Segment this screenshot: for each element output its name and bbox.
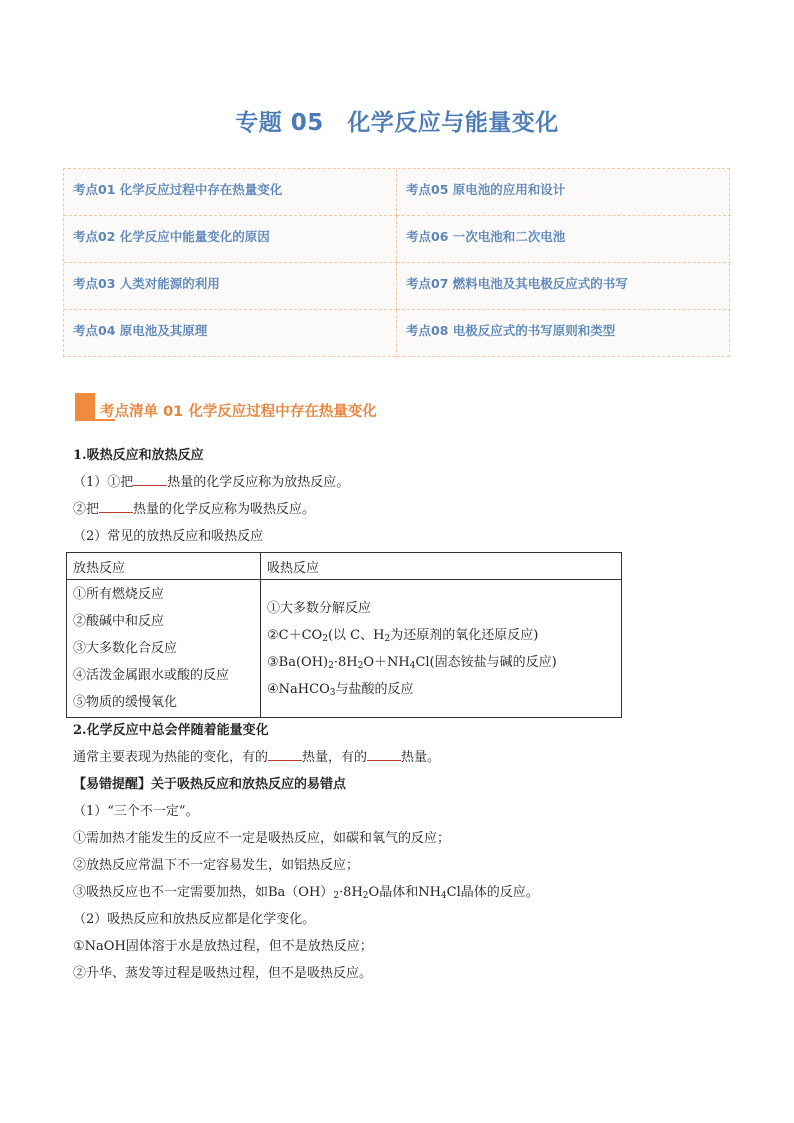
text-fragment: 热量，有的	[302, 750, 368, 765]
text-fragment: 热量的化学反应称为放热反应。	[167, 475, 350, 490]
text-fragment: 热量。	[401, 750, 441, 765]
table-header-endothermic: 吸热反应	[267, 561, 320, 576]
section-header	[75, 390, 475, 430]
text-line: ②放热反应常温下不一定容易发生，如铝热反应；	[73, 858, 360, 873]
subscript: 2	[322, 634, 328, 644]
endo-item	[267, 651, 557, 671]
endo-item: ①大多数分解反应	[267, 601, 372, 616]
text-fragment: 热量的化学反应称为吸热反应。	[133, 502, 316, 517]
text-fragment: (以 C、H	[327, 628, 385, 643]
text-line	[73, 471, 349, 490]
subscript: 4	[440, 891, 447, 901]
page-title: 专题 05 化学反应与能量变化	[235, 110, 559, 136]
section-title	[100, 400, 377, 421]
fill-blank	[367, 749, 401, 761]
text-line: （2）常见的放热反应和吸热反应	[73, 529, 264, 544]
topic-link-07[interactable]: 考点07 燃料电池及其电极反应式的书写	[397, 263, 731, 310]
section-topic: 化学反应过程中存在热量变化	[188, 404, 377, 420]
topic-link-06[interactable]: 考点06 一次电池和二次电池	[397, 216, 731, 263]
subscript: 2	[384, 634, 391, 644]
fill-blank	[99, 501, 133, 513]
text-fragment: ②把	[73, 502, 100, 517]
endo-item	[267, 624, 538, 644]
section-marker	[75, 393, 95, 419]
topic-index	[63, 168, 730, 357]
text-fragment: ③Ba(OH)	[267, 655, 329, 670]
exo-item: ⑤物质的缓慢氧化	[73, 695, 178, 710]
topic-link-05[interactable]: 考点05 原电池的应用和设计	[397, 169, 731, 216]
exo-item: ③大多数化合反应	[73, 641, 178, 656]
text-fragment: （1）①把	[73, 475, 134, 490]
text-fragment: ③吸热反应也不一定需要加热，如Ba（OH）	[73, 885, 334, 900]
exo-item: ②酸碱中和反应	[73, 614, 165, 629]
text-fragment: ·8H	[339, 885, 363, 900]
topic-link-03[interactable]: 考点03 人类对能源的利用	[64, 263, 397, 310]
topic-link-08[interactable]: 考点08 电极反应式的书写原则和类型	[406, 323, 616, 338]
exo-item: ④活泼金属跟水或酸的反应	[73, 668, 230, 683]
text-fragment: ④NaHCO	[267, 682, 330, 697]
fill-blank	[268, 749, 302, 761]
section-label: 考点清单	[100, 404, 158, 420]
text-line	[73, 498, 315, 517]
table-header-exothermic: 放热反应	[73, 561, 126, 576]
subscript: 2	[333, 891, 340, 901]
text-line	[73, 746, 440, 765]
subscript: 4	[409, 661, 416, 671]
text-fragment: O晶体和NH	[368, 885, 441, 900]
text-fragment: 为还原剂的氧化还原反应)	[390, 628, 539, 643]
table-divider	[260, 553, 261, 717]
text-line	[73, 881, 539, 901]
topic-link-02[interactable]: 考点02 化学反应中能量变化的原因	[64, 216, 397, 263]
text-line: ①需加热才能发生的反应不一定是吸热反应，如碳和氧气的反应；	[73, 831, 451, 846]
text-line: （1）“三个不一定”。	[73, 804, 199, 819]
tip-text: 关于吸热反应和放热反应的易错点	[151, 777, 347, 792]
topic-link-04[interactable]: 考点04 原电池及其原理	[64, 310, 397, 357]
fill-blank	[133, 474, 167, 486]
text-fragment: ·8H	[333, 655, 358, 670]
heading-2: 2.化学反应中总会伴随着能量变化	[73, 723, 269, 738]
text-fragment: 与盐酸的反应	[335, 682, 414, 697]
topic-link-01[interactable]: 考点01 化学反应过程中存在热量变化	[64, 169, 397, 216]
exo-item: ①所有燃烧反应	[73, 587, 165, 602]
heading-1: 1.吸热反应和放热反应	[73, 448, 204, 463]
reaction-table	[66, 552, 622, 718]
tip-heading	[73, 773, 346, 792]
subscript: 3	[329, 688, 336, 698]
text-line: ②升华、蒸发等过程是吸热过程，但不是吸热反应。	[73, 966, 373, 981]
section-number: 01	[163, 404, 184, 420]
text-line: ①NaOH固体溶于水是放热过程，但不是放热反应；	[73, 939, 373, 954]
table-header-row	[67, 553, 621, 580]
text-fragment: Cl晶体的反应。	[446, 885, 539, 900]
text-fragment: ②C＋CO	[267, 628, 323, 643]
text-fragment: Cl(固态铵盐与碱的反应)	[415, 655, 557, 670]
text-fragment: O＋NH	[363, 655, 410, 670]
endo-item	[267, 678, 413, 698]
subscript: 2	[328, 661, 334, 671]
subscript: 2	[362, 891, 369, 901]
subscript: 2	[357, 661, 364, 671]
text-fragment: 通常主要表现为热能的变化，有的	[73, 750, 269, 765]
tip-label: 【易错提醒】	[73, 777, 152, 792]
text-line: （2）吸热反应和放热反应都是化学变化。	[73, 912, 316, 927]
